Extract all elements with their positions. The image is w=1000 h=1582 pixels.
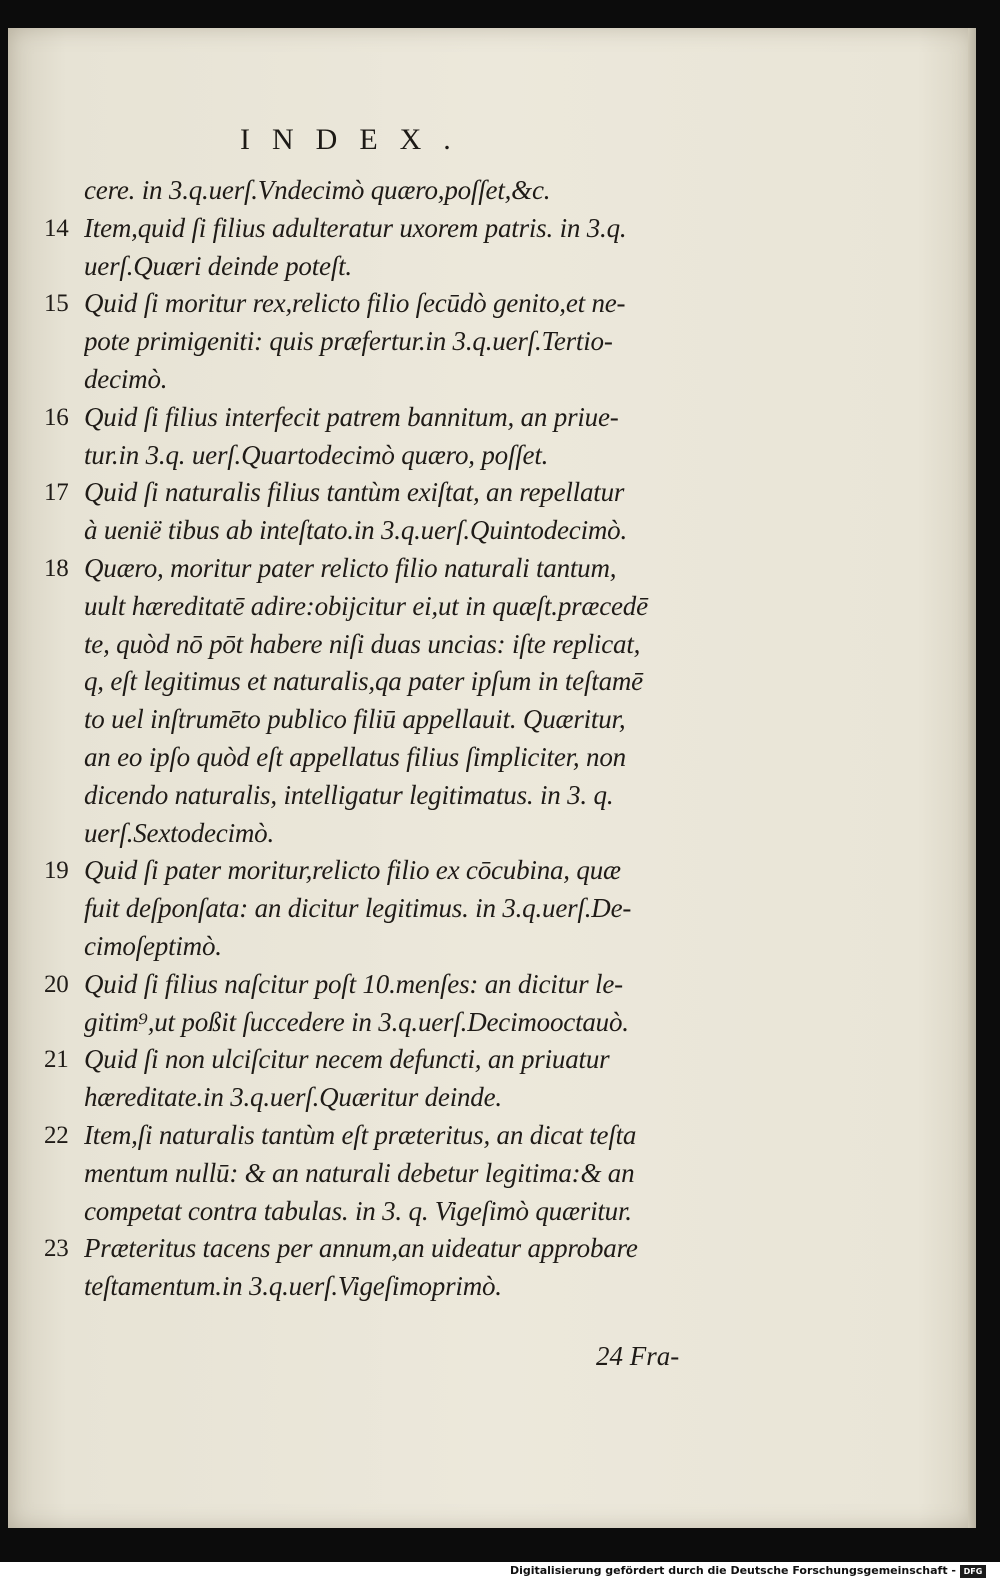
index-line bbox=[44, 1268, 724, 1306]
entry-text: dicendo naturalis, intelligatur legitimatus. in 3. q. bbox=[84, 779, 614, 810]
entry-number bbox=[44, 701, 84, 739]
index-line bbox=[44, 1041, 724, 1079]
index-line bbox=[44, 285, 724, 323]
entry-number bbox=[44, 361, 84, 399]
index-line bbox=[44, 1079, 724, 1117]
index-line bbox=[44, 701, 724, 739]
index-line bbox=[44, 248, 724, 286]
index-line bbox=[44, 437, 724, 475]
index-text-block bbox=[44, 172, 724, 1306]
entry-number bbox=[44, 663, 84, 701]
entry-number bbox=[44, 1155, 84, 1193]
book-page bbox=[8, 28, 976, 1528]
entry-number: 16 bbox=[44, 403, 69, 431]
funding-credit: Digitalisierung gefördert durch die Deutsche Forschungsgemeinschaft - bbox=[509, 1564, 956, 1577]
entry-text: to uel inſtrumēto publico filiū appellauit. Quæritur, bbox=[84, 704, 626, 735]
entry-number bbox=[44, 890, 84, 928]
entry-number bbox=[44, 512, 84, 550]
running-head: INDEX. bbox=[240, 123, 473, 156]
index-line bbox=[44, 1155, 724, 1193]
index-line bbox=[44, 210, 724, 248]
index-line bbox=[44, 1117, 724, 1155]
entry-number bbox=[44, 588, 84, 626]
entry-number bbox=[44, 1079, 84, 1117]
index-line bbox=[44, 361, 724, 399]
entry-text: Quid ſi filius interfecit patrem bannitum, an priue- bbox=[84, 401, 619, 432]
entry-number bbox=[44, 815, 84, 853]
entry-text: gitim⁹,ut poßit ſuccedere in 3.q.uerſ.Decimooctauò. bbox=[84, 1006, 629, 1037]
index-line bbox=[44, 474, 724, 512]
entry-number bbox=[44, 172, 84, 210]
entry-number: 22 bbox=[44, 1121, 69, 1149]
entry-text: Præteritus tacens per annum,an uideatur approbare bbox=[84, 1233, 638, 1264]
entry-number: 19 bbox=[44, 857, 69, 885]
entry-number bbox=[44, 739, 84, 777]
catchword: 24 Fra- bbox=[596, 1341, 680, 1371]
entry-text: Quæro, moritur pater relicto filio naturali tantum, bbox=[84, 552, 617, 583]
entry-text: hæreditate.in 3.q.uerſ.Quæritur deinde. bbox=[84, 1082, 502, 1113]
entry-number bbox=[44, 248, 84, 286]
entry-number: 17 bbox=[44, 479, 69, 507]
entry-number bbox=[44, 1004, 84, 1042]
index-line bbox=[44, 1004, 724, 1042]
index-line bbox=[44, 815, 724, 853]
entry-number bbox=[44, 626, 84, 664]
entry-text: cere. in 3.q.uerſ.Vndecimò quæro,poſſet,&c. bbox=[84, 175, 551, 205]
index-line bbox=[44, 1230, 724, 1268]
entry-text: competat contra tabulas. in 3. q. Vigeſimò quæritur. bbox=[84, 1195, 632, 1226]
index-line bbox=[44, 1193, 724, 1231]
page-edge bbox=[968, 28, 976, 1528]
entry-text: mentum nullū: & an naturali debetur legitima:& an bbox=[84, 1157, 635, 1188]
entry-text: Item,quid ſi filius adulteratur uxorem patris. in 3.q. bbox=[84, 212, 627, 243]
entry-number bbox=[44, 777, 84, 815]
digitization-footer bbox=[0, 1562, 1000, 1582]
entry-text: te, quòd nō pōt habere niſi duas uncias: iſte replicat, bbox=[84, 628, 641, 659]
entry-text: Item,ſi naturalis tantùm eſt præteritus, an dicat teſta bbox=[84, 1119, 637, 1150]
dfg-logo: DFG bbox=[960, 1565, 986, 1578]
index-line bbox=[44, 588, 724, 626]
index-line bbox=[44, 928, 724, 966]
entry-number: 14 bbox=[44, 214, 69, 242]
entry-number: 15 bbox=[44, 290, 69, 318]
entry-text: Quid ſi moritur rex,relicto filio ſecūdò genito,et ne- bbox=[84, 288, 626, 319]
entry-number bbox=[44, 437, 84, 475]
entry-number bbox=[44, 1193, 84, 1231]
entry-text: tur.in 3.q. uerſ.Quartodecimò quæro, poſſet. bbox=[84, 439, 549, 470]
index-line bbox=[44, 512, 724, 550]
entry-number bbox=[44, 1268, 84, 1306]
entry-text: cimoſeptimò. bbox=[84, 930, 222, 961]
index-line bbox=[44, 739, 724, 777]
entry-text: uerſ.Sextodecimò. bbox=[84, 817, 275, 848]
index-line bbox=[44, 399, 724, 437]
index-line bbox=[44, 777, 724, 815]
entry-text: fuit deſponſata: an dicitur legitimus. in 3.q.uerſ.De- bbox=[84, 893, 632, 924]
entry-number: 21 bbox=[44, 1046, 69, 1074]
index-line bbox=[44, 550, 724, 588]
entry-text: pote primigeniti: quis præfertur.in 3.q.uerſ.Tertio- bbox=[84, 326, 613, 357]
entry-number: 23 bbox=[44, 1235, 69, 1263]
entry-number bbox=[44, 928, 84, 966]
entry-text: Quid ſi pater moritur,relicto filio ex cōcubina, quæ bbox=[84, 855, 621, 886]
entry-text: Quid ſi filius naſcitur poſt 10.menſes: an dicitur le- bbox=[84, 968, 623, 999]
entry-text: uerſ.Quæri deinde poteſt. bbox=[84, 250, 352, 281]
index-line bbox=[44, 663, 724, 701]
entry-text: decimò. bbox=[84, 363, 168, 394]
entry-text: an eo ipſo quòd eſt appellatus filius ſimpliciter, non bbox=[84, 741, 626, 772]
index-line bbox=[44, 172, 724, 210]
entry-text: Quid ſi naturalis filius tantùm exiſtat, an repellatur bbox=[84, 477, 625, 508]
entry-text: teſtamentum.in 3.q.uerſ.Vigeſimoprimò. bbox=[84, 1271, 502, 1302]
entry-text: à uenië tibus ab inteſtato.in 3.q.uerſ.Quintodecimò. bbox=[84, 515, 628, 546]
entry-text: Quid ſi non ulciſcitur necem defuncti, an priuatur bbox=[84, 1044, 610, 1075]
entry-text: q, eſt legitimus et naturalis,qa pater ipſum in teſtamē bbox=[84, 666, 643, 697]
entry-number: 20 bbox=[44, 970, 69, 998]
index-line bbox=[44, 966, 724, 1004]
entry-number: 18 bbox=[44, 554, 69, 582]
index-line bbox=[44, 323, 724, 361]
index-line bbox=[44, 890, 724, 928]
entry-number bbox=[44, 323, 84, 361]
index-line bbox=[44, 626, 724, 664]
index-line bbox=[44, 852, 724, 890]
entry-text: uult hæreditatē adire:obijcitur ei,ut in quæſt.præcedē bbox=[84, 590, 648, 621]
